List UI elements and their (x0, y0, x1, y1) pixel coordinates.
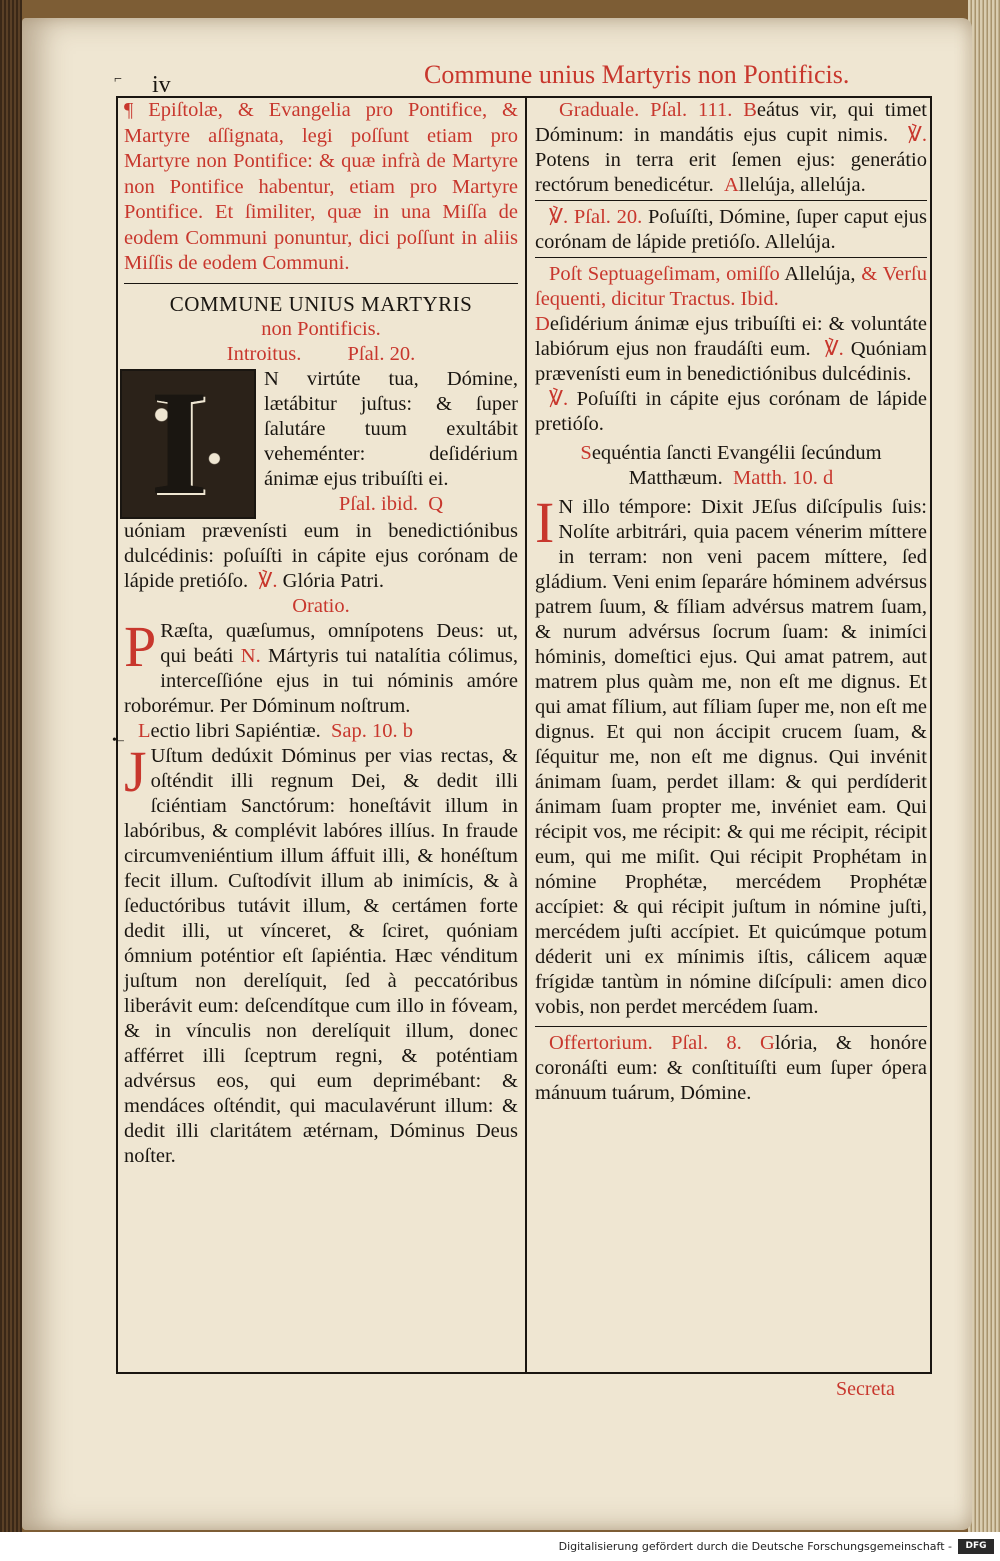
rubric-notice: ¶ Epiſtolæ, & Evangelia pro Pontifice, & Martyre aſſignata, legi poſſunt etiam pro Martyre non Pontifice: & quæ infrà de Martyre non Pontifice habentur, etiam pro Martyre Pontifice. Et ſimiliter, quæ in una Miſſa de eodem Communi ponuntur, dici poſſunt in aliis Miſſis de eodem Communi. (124, 99, 518, 274)
gospel-heading (535, 441, 927, 491)
introit-text: N virtúte tua, Dómine, lætábitur juſtus: & ſuper ſalutáre tuum exultábit veheménter: deſidérium ánimæ ejus tribuíſti ei. (264, 367, 518, 490)
page-number: iv (152, 72, 171, 98)
gospel-text: N illo témpore: Dixit JEſus diſcípulis ſuis: Nolíte arbitrári, quia pacem vénerim míttere in terram: non veni pacem míttere, ſed gládium. Veni enim ſeparáre hóminem advérsus patrem ſuum, & fíliam advérsus matrem ſuam, & nurum advérsus ſocrum ſuam: & inimíci hóminis, domeſtici ejus. Qui amat patrem, aut matrem plus quàm me, non eſt me dignus. Et qui amat fílium, aut fíliam ſuper me, non eſt me dignus. Et qui non áccipit crucem ſuam, & ſéquitur me, non eſt me dignus. Qui invénit ánimam ſuam, perdet illam: & qui perdíderit ánimam ſuam propter me, invéniet eam. Qui récipit vos, me récipit: & qui me récipit, récipit eum, qui me miſit. Qui récipit Prophétam in nómine Prophétæ, mercédem Prophétæ accípiet: & qui récipit juſtum in nómine juſti, mercédem juſti accípiet. Et quicúmque potum déderit uni ex mínimis iſtis, cálicem aquæ frígidæ tantùm in nómine diſcípuli: amen dico vobis, non perdet mercédem ſuam. (535, 496, 927, 1018)
page-edges (968, 0, 1000, 1561)
gospel-rule (535, 1026, 927, 1027)
tract-versicle-sign-2: ℣. (549, 388, 569, 410)
running-head-title: Commune unius Martyris non Pontificis. (424, 60, 850, 89)
alleluia-text: llelúja, allelúja. (738, 174, 866, 196)
psalm-text: uóniam prævenísti eum in benedictiónibus dulcédinis: poſuíſti in cápite ejus corónam de lápide pretióſo. (124, 519, 518, 592)
reading-text: Uſtum dedúxit Dóminus per vias rectas, & oſténdit illi regnum Dei, & dedit illi ſciéntiam Sanctórum: honeſtávit illum in labóribus, & complévit labóres illíus. In fraude circumveniéntium illum áffuit illi, & honéſtum fecit illum. Cuſtodívit illum ab inimícis, & à ſeductóribus tutávit illum, & certámen forte dedit illi, ut vínceret, & ſciret, quóniam ómnium poténtior eſt ſapiéntia. Hæc vénditum juſtum non derelíquit, ſed à peccatóribus liberávit eum: deſcendítque cum illo in fóveam, & in vínculis non derelíquit illum, donec afférret illi ſceptrum regni, & poténtiam advérsus eos, qui eum deprimébant: & mendáces oſténdit, qui maculavérunt illum: & dedit illi claritátem ætérnam, Dóminus Deus noſter. (124, 744, 518, 1167)
lectio-heading (124, 719, 518, 744)
psalm-text-line (124, 519, 518, 594)
gospel-dropcap: I (535, 490, 555, 555)
mass-heading: COMMUNE UNIUS MARTYRIS (169, 291, 473, 316)
oratio-initial: P (124, 613, 157, 679)
introit-label: Introitus. (226, 342, 302, 365)
gloria-text: Glória Patri. (282, 569, 384, 592)
versicle-text: Poſuíſti, Dómine, ſuper caput ejus corónam de lápide pretióſo. Allelúja. (535, 206, 928, 253)
offertory-initial: G (760, 1032, 775, 1054)
ornamental-initial-letter: I (150, 359, 209, 526)
dfg-logo: DFG (958, 1539, 994, 1554)
left-column (124, 98, 518, 1169)
psalm-initial: Q (428, 492, 444, 515)
alleluia-initial: A (723, 174, 739, 196)
gospel-initial: S (580, 442, 592, 464)
offertory-line (535, 1031, 927, 1106)
oratio-text-b: Mártyris tui natalítia cólimus, interceſſióne ejus in tui nóminis amóre roborémur. Per Dóminum noſtrum. (124, 644, 519, 717)
graduale-line (535, 98, 927, 198)
septuagesima-rubric (535, 262, 927, 312)
reading-initial: J (124, 738, 147, 804)
versicle-rule (535, 257, 927, 258)
introit-psalm: Pſal. 20. (347, 342, 416, 365)
running-head (112, 60, 932, 98)
margin-mark-oratio: •– (112, 733, 124, 748)
tract-initial: D (535, 313, 550, 335)
tract-text: eſidérium ánimæ ejus tribuíſti ei: & voluntáte labiórum ejus non fraudáſti eum. (535, 313, 927, 360)
graduale-rule (535, 200, 927, 201)
oratio-text (124, 613, 519, 719)
graduale-versicle-text: Potens in terra erit ſemen ejus: generátio rectórum benedicétur. (535, 149, 927, 196)
column-divider (525, 96, 527, 1374)
versicle-sign: ℣. (258, 569, 278, 592)
gospel-heading-text: equéntia ſancti Evangélii ſecúndum Matthæum. (591, 442, 882, 489)
graduale-initial: B (743, 99, 757, 121)
tract-versicle-2-line (535, 387, 927, 437)
right-column (535, 98, 927, 1106)
psalm-ref: Pſal. ibid. (338, 492, 419, 515)
gospel-ref: Matth. 10. d (733, 467, 834, 489)
tract-versicle-1: Quóniam prævenísti eum in benedictiónibus dulcédinis. (535, 338, 927, 385)
septuagesima-rubric-a: Poſt Septuageſimam, omiſſo (549, 263, 780, 285)
oratio-n: N. (240, 644, 261, 667)
septuagesima-alleluia: Allelúja, (784, 263, 856, 285)
mass-subheading: non Pontificis. (261, 317, 381, 340)
ornamental-initial (120, 359, 256, 526)
graduale-label: Graduale. Pſal. 111. (559, 99, 733, 121)
offertory-label: Offertorium. Pſal. 8. (549, 1032, 742, 1054)
versicle-sign-2: ℣. (549, 206, 569, 228)
graduale-versicle-sign: ℣. (907, 124, 927, 146)
versicle-psalm: Pſal. 20. (573, 206, 643, 228)
gospel-block (535, 490, 927, 1020)
tract-versicle-sign-1: ℣. (824, 338, 844, 360)
lectio-ref: Sap. 10. b (331, 719, 414, 742)
offertory-text: lória, & honóre coronáſti eum: & conſtituíſti eum ſuper ópera mánuum tuárum, Dómine. (535, 1032, 927, 1104)
margin-mark-top: ⌐ (114, 72, 122, 87)
oratio-text-a: Ræſta, quæſumus, omnípotens Deus: ut, qui beáti (160, 619, 518, 667)
oratio-label: Oratio. (292, 594, 350, 617)
lectio-initial: L (138, 719, 151, 742)
footer-text: Digitalisierung gefördert durch die Deutsche Forschungsgemeinschaft - (558, 1540, 952, 1553)
digitization-footer (0, 1532, 1000, 1561)
lectio-label: ectio libri Sapiéntiæ. (150, 719, 321, 742)
oratio-block (124, 613, 519, 719)
book-binding-edge (0, 0, 22, 1561)
tract-versicle-2: Poſuíſti in cápite ejus corónam de lápide pretióſo. (535, 388, 927, 435)
catchword: Secreta (836, 1378, 895, 1400)
reading-block (124, 738, 518, 1169)
tract-line (535, 312, 927, 387)
versicle-line (535, 205, 927, 255)
graduale-text: eátus vir, qui timet Dóminum: in mandátis ejus cupit nimis. (535, 99, 927, 146)
introit-block (124, 359, 518, 594)
septuagesima-rubric-b: & Verſu ſequenti, dicitur Tractus. Ibid. (535, 263, 927, 310)
section-rule (124, 283, 518, 284)
